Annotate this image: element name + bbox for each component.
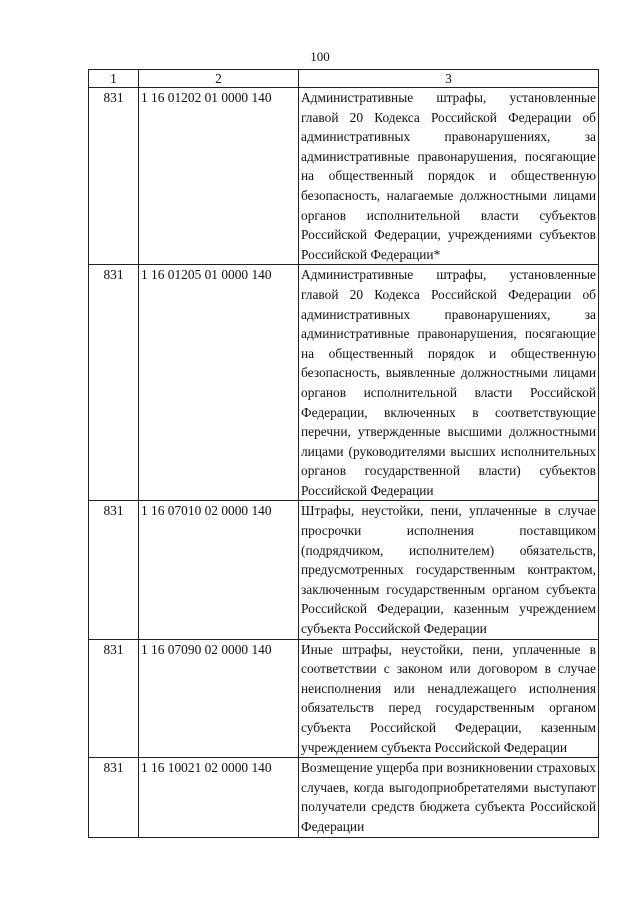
table-row [89,758,599,837]
budget-code-cell: 1 16 07090 02 0000 140 [139,639,299,758]
budget-code-cell: 1 16 01205 01 0000 140 [139,265,299,501]
header-col-3: 3 [299,70,599,88]
description-cell: Возмещение ущерба при возникновении страховых случаев, когда выгодоприобретателями выступают получатели средств бюджета субъекта Российской Федерации [299,758,599,837]
description-cell: Штрафы, неустойки, пени, уплаченные в случае просрочки исполнения поставщиком (подрядчиком, исполнителем) обязательств, предусмотренных государственным контрактом, заключенным государственным органом субъекта Российской Федерации, казенным учреждением субъекта Российской Федерации [299,501,599,639]
budget-classification-table [88,69,599,838]
admin-code-cell: 831 [89,758,139,837]
budget-code-cell: 1 16 07010 02 0000 140 [139,501,299,639]
table-row [89,265,599,501]
admin-code-cell: 831 [89,88,139,265]
table-row [89,639,599,758]
header-col-2: 2 [139,70,299,88]
budget-code-cell: 1 16 01202 01 0000 140 [139,88,299,265]
description-cell: Административные штрафы, установленные главой 20 Кодекса Российской Федерации об административных правонарушениях, за административные правонарушения, посягающие на общественный порядок и общественную безопасность, выявленные должностными лицами органов исполнительной власти Российской Федерации, включенных в соответствующие перечни, утвержденные высшими должностными лицами (руководителями высших исполнительных органов государственной власти) субъектов Российской Федерации [299,265,599,501]
budget-code-cell: 1 16 10021 02 0000 140 [139,758,299,837]
page-number: 100 [310,49,330,64]
table-header-row [89,70,599,88]
admin-code-cell: 831 [89,265,139,501]
description-cell: Иные штрафы, неустойки, пени, уплаченные в соответствии с законом или договором в случае неисполнения или ненадлежащего исполнения обязательств перед государственным органом субъекта Российской Федерации, казенным учреждением субъекта Российской Федерации [299,639,599,758]
table-row [89,501,599,639]
admin-code-cell: 831 [89,639,139,758]
admin-code-cell: 831 [89,501,139,639]
table-row [89,88,599,265]
header-col-1: 1 [89,70,139,88]
description-cell: Административные штрафы, установленные главой 20 Кодекса Российской Федерации об административных правонарушениях, за административные правонарушения, посягающие на общественный порядок и общественную безопасность, налагаемые должностными лицами органов исполнительной власти субъектов Российской Федерации, учреждениями субъектов Российской Федерации* [299,88,599,265]
